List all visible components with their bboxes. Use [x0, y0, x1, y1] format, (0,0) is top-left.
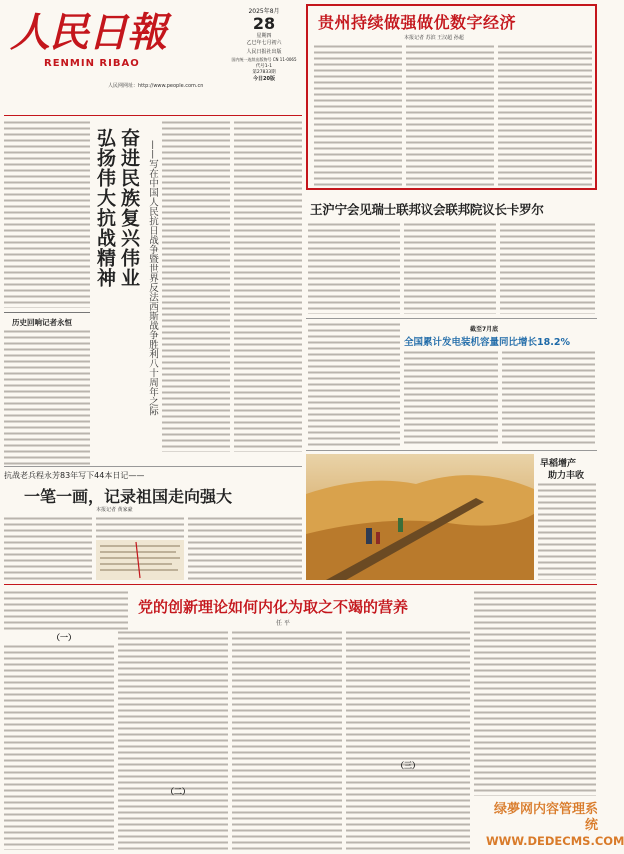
lead-story-box: [306, 4, 597, 190]
diary-divider-top: [4, 466, 302, 467]
wang-story-title: 王沪宁会见瑞士联邦议会联邦院议长卡罗尔: [310, 202, 544, 217]
commentary-col5: [474, 590, 596, 796]
rice-photo-graphic: [306, 454, 534, 580]
vertical-story-body-col1: [162, 120, 230, 452]
publisher: 人民日报社出版: [246, 49, 282, 55]
power-story-kicker: 截至7月底: [470, 326, 499, 333]
watermark-line2: WWW.DEDECMS.COM: [486, 834, 624, 848]
date-day: 28: [252, 14, 276, 33]
masthead-pinyin: RENMIN RIBAO: [44, 58, 140, 69]
lead-story-body-col2: [406, 44, 494, 186]
commentary-col3: [232, 630, 342, 850]
wang-story-body-col2: [404, 222, 496, 314]
diary-story-kicker: 抗战老兵程永芳83年写下44本日记——: [4, 471, 145, 480]
date-lunar: 乙巳年七月初六: [246, 40, 282, 46]
section-mark-3: （三）: [396, 761, 420, 770]
diary-photo: [96, 540, 184, 580]
wang-story-divider: [306, 318, 597, 319]
lead-story-body-col1: [314, 44, 402, 186]
masthead: [4, 4, 304, 94]
masthead-url: 人民网网址：http://www.people.com.cn: [108, 83, 204, 89]
diary-story-byline: 本报记者 黄家豪: [96, 507, 133, 513]
lead-story-body-col3: [498, 44, 592, 186]
vertical-title-line2: 奋进民族复兴伟业: [118, 128, 140, 288]
power-left-body: [308, 322, 400, 446]
date-year-month: 2025年8月: [248, 8, 280, 15]
lead-story-title: 贵州持续做强做优数字经济: [318, 13, 517, 32]
rice-harvest-photo: [306, 454, 534, 580]
watermark-line1: 绿夢网内容管理系统: [493, 802, 598, 833]
masthead-logo: 人民日報: [10, 9, 166, 56]
lead-story-byline: 本报记者 苏滨 王汉超 孙超: [404, 35, 464, 41]
rice-story-caption: [538, 482, 596, 580]
issue-edition: 代号1-1: [255, 64, 273, 69]
power-story-body-col2: [502, 350, 595, 446]
wang-story-body-col1: [308, 222, 400, 314]
rice-story-title: 早稻增产: [540, 459, 577, 469]
masthead-divider: [4, 115, 302, 116]
commentary-col4: [346, 630, 470, 850]
commentary-divider: [4, 584, 597, 585]
vertical-subtitle: ——写在中国人民抗日战争暨世界反法西斯战争胜利八十周年之际: [147, 140, 158, 416]
date-block: [230, 6, 298, 82]
diary-story-body-col3: [188, 516, 302, 580]
commentary-author: 任 平: [276, 620, 290, 627]
section-mark-1: （一）: [52, 633, 76, 642]
power-story-body-col1: [404, 350, 498, 446]
rice-story-subtitle: 助力丰收: [548, 471, 585, 481]
diary-story-body-col2: [96, 516, 184, 538]
left-column-body-top: [4, 120, 90, 308]
power-story-divider: [306, 450, 597, 451]
power-story-title: 全国累计发电装机容量同比增长18.2%: [404, 337, 570, 348]
commentary-intro: [4, 590, 128, 630]
diary-story-body-col1: [4, 516, 92, 580]
issue-number: 第27833期: [252, 70, 276, 75]
vertical-title-line1: 弘扬伟大抗战精神: [94, 128, 116, 288]
commentary-col1: [4, 644, 114, 850]
history-box-body: [4, 329, 90, 465]
commentary-col2: [118, 630, 228, 850]
issue-meta: 国内统一连续出版物号 CN 11-0065: [231, 57, 297, 62]
history-box-title: 历史回响记者永恒: [12, 318, 72, 327]
vertical-story-body-col2: [234, 120, 302, 452]
watermark: [486, 802, 624, 850]
page-count: 今日20版: [253, 76, 275, 82]
diary-story-title: 一笔一画，记录祖国走向强大: [24, 487, 233, 506]
diary-page-image: [96, 540, 184, 580]
commentary-title: 党的创新理论如何内化为取之不竭的营养: [138, 598, 409, 616]
history-box: [4, 312, 90, 464]
wang-story-body-col3: [500, 222, 595, 314]
date-weekday: 星期四: [256, 33, 272, 39]
section-mark-2: （二）: [166, 787, 190, 796]
